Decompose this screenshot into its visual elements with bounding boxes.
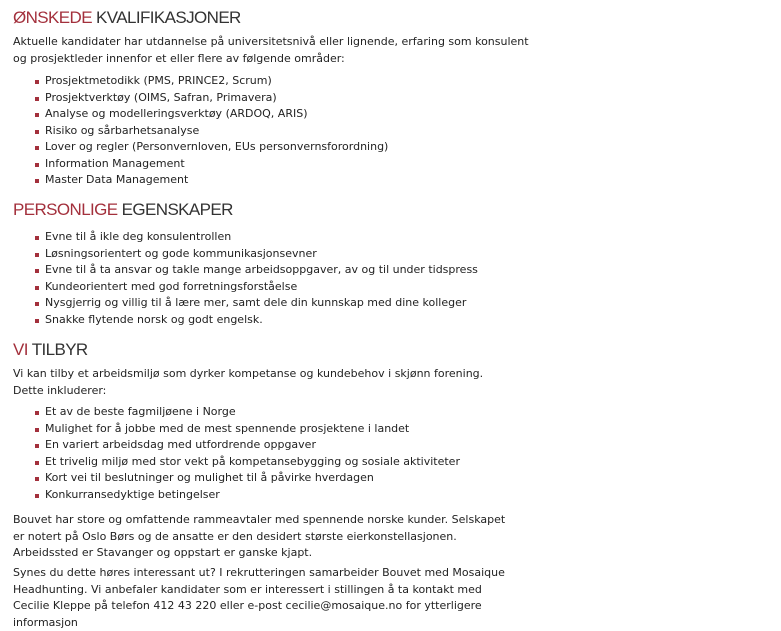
list-item-text: Prosjektverktøy (OIMS, Safran, Primavera) — [45, 90, 277, 104]
bullet-square-icon — [35, 130, 39, 134]
list-item — [35, 123, 388, 140]
list-item — [35, 139, 388, 156]
section-title-rest: EGENSKAPER — [117, 200, 233, 219]
bullet-square-icon — [35, 253, 39, 257]
list-item — [35, 229, 478, 246]
bullet-square-icon — [35, 428, 39, 432]
bullet-square-icon — [35, 179, 39, 183]
list-item-text: En variert arbeidsdag med utfordrende oppgaver — [45, 438, 316, 451]
list-item — [35, 312, 478, 329]
list-item — [35, 487, 460, 504]
list-item-text: Nysgjerrig og villig til å lære mer, samt dele din kunnskap med dine kolleger — [45, 296, 467, 309]
section-title-personal — [13, 200, 233, 220]
list-item-text: Analyse og modelleringsverktøy (ARDOQ, ARIS) — [45, 107, 308, 120]
bullet-square-icon — [35, 302, 39, 306]
bullet-square-icon — [35, 477, 39, 481]
list-item — [35, 106, 388, 123]
list-item — [35, 437, 460, 454]
section-title-offer — [13, 340, 88, 360]
list-item — [35, 156, 388, 173]
list-item-text: Evne til å ikle deg konsulentrollen — [45, 230, 232, 243]
section-title-qualifications — [13, 8, 241, 28]
bullet-square-icon — [35, 494, 39, 498]
list-item — [35, 246, 478, 263]
section-title-rest: KVALIFIKASJONER — [91, 8, 241, 27]
list-item-text: Snakke flytende norsk og godt engelsk. — [45, 312, 263, 326]
list-item-text: Løsningsorientert og gode kommunikasjonsevner — [45, 246, 317, 260]
bullet-square-icon — [35, 411, 39, 415]
bullet-square-icon — [35, 319, 39, 323]
list-item-text: Master Data Management — [45, 173, 189, 186]
qualifications-intro: Aktuelle kandidater har utdannelse på universitetsnivå eller lignende, erfaring som konsulent og prosjektleder innenfor et eller flere av følgende områder: — [13, 35, 529, 65]
list-item-text: Et trivelig miljø med stor vekt på kompetansebygging og sosiale aktiviteter — [45, 454, 460, 468]
personal-list — [13, 229, 478, 328]
bullet-square-icon — [35, 444, 39, 448]
list-item — [35, 295, 478, 312]
list-item-text: Kundeorientert med god forretningsforståelse — [45, 279, 298, 293]
list-item-text: Et av de beste fagmiljøene i Norge — [45, 405, 236, 418]
contact-paragraph: Synes du dette høres interessant ut? I rekrutteringen samarbeider Bouvet med Mosaique Headhunting. Vi anbefaler kandidater som er interessert i stillingen å ta kontakt med Cecilie Kleppe på telefon 412 43 220 eller e-post cecilie@mosaique.no for ytterligere informasjon — [13, 566, 505, 629]
offer-intro: Vi kan tilby et arbeidsmiljø som dyrker kompetanse og kundebehov i skjønn forening. Dette inkluderer: — [13, 367, 484, 397]
list-item-text: Risiko og sårbarhetsanalyse — [45, 123, 200, 137]
bullet-square-icon — [35, 80, 39, 84]
list-item-text: Lover og regler (Personvernloven, EUs personvernsforordning) — [45, 140, 389, 153]
list-item-text: Evne til å ta ansvar og takle mange arbeidsoppgaver, av og til under tidspress — [45, 263, 478, 276]
section-title-rest: TILBYR — [27, 340, 88, 359]
list-item — [35, 262, 478, 279]
section-title-accent: VI — [13, 340, 28, 359]
offer-list — [13, 404, 460, 503]
bullet-square-icon — [35, 97, 39, 101]
list-item-text: Information Management — [45, 156, 185, 170]
list-item-text: Prosjektmetodikk (PMS, PRINCE2, Scrum) — [45, 74, 272, 87]
bullet-square-icon — [35, 236, 39, 240]
list-item — [35, 172, 388, 189]
qualifications-list — [13, 73, 388, 189]
section-title-accent: PERSONLIGE — [13, 200, 118, 219]
bullet-square-icon — [35, 286, 39, 290]
bullet-square-icon — [35, 163, 39, 167]
list-item — [35, 279, 478, 296]
list-item — [35, 90, 388, 107]
list-item — [35, 421, 460, 438]
bullet-square-icon — [35, 113, 39, 117]
list-item — [35, 73, 388, 90]
list-item — [35, 454, 460, 471]
bullet-square-icon — [35, 146, 39, 150]
list-item-text: Konkurransedyktige betingelser — [45, 487, 220, 501]
bullet-square-icon — [35, 461, 39, 465]
location-paragraph: Arbeidssted er Stavanger og oppstart er ganske kjapt. — [13, 546, 313, 559]
list-item — [35, 404, 460, 421]
list-item-text: Mulighet for å jobbe med de mest spennende prosjektene i landet — [45, 421, 410, 435]
company-paragraph: Bouvet har store og omfattende rammeavtaler med spennende norske kunder. Selskapet er notert på Oslo Børs og de ansatte er den desidert største eierkonstellasjonen. — [13, 513, 506, 543]
list-item — [35, 470, 460, 487]
section-title-accent: ØNSKEDE — [13, 8, 92, 27]
bullet-square-icon — [35, 269, 39, 273]
list-item-text: Kort vei til beslutninger og mulighet til å påvirke hverdagen — [45, 471, 374, 484]
